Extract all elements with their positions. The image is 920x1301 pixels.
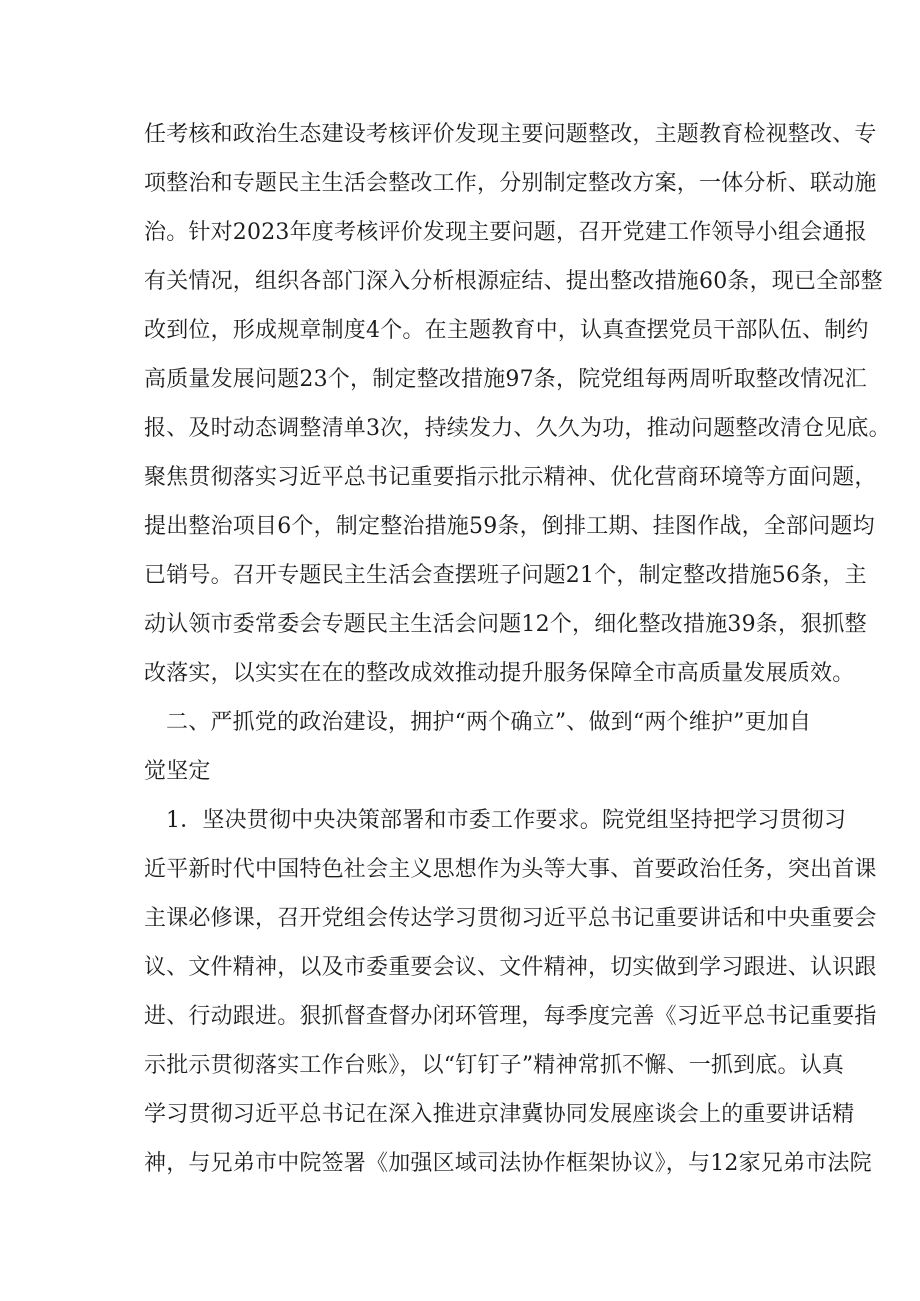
paragraph-line: 神，与兄弟市中院签署《加强区域司法协作框架协议》，与12家兄弟市法院	[144, 1151, 872, 1176]
paragraph-line: 任考核和政治生态建设考核评价发现主要问题整改，主题教育检视整改、专	[144, 122, 877, 147]
paragraph-line: 近平新时代中国特色社会主义思想作为头等大事、首要政治任务，突出首课	[144, 857, 877, 882]
paragraph-line: 提出整治项目6个，制定整治措施59条，倒排工期、挂图作战，全部问题均	[144, 514, 875, 539]
paragraph-line: 动认领市委常委会专题民主生活会问题12个，细化整改措施39条，狠抓整	[144, 612, 867, 637]
paragraph-line: 进、行动跟进。狠抓督查督办闭环管理，每季度完善《习近平总书记重要指	[144, 1004, 877, 1029]
paragraph-line: 报、及时动态调整清单3次，持续发力、久久为功，推动问题整改清仓见底。	[144, 416, 891, 441]
paragraph-line: 项整治和专题民主生活会整改工作，分别制定整改方案，一体分析、联动施	[144, 171, 877, 196]
paragraph-line: 改到位，形成规章制度4个。在主题教育中，认真查摆党员干部队伍、制约	[144, 318, 869, 343]
paragraph-line: 聚焦贯彻落实习近平总书记重要指示批示精神、优化营商环境等方面问题，	[144, 465, 877, 490]
paragraph-line: 示批示贯彻落实工作台账》，以“钉钉子”精神常抓不懈、一抓到底。认真	[144, 1053, 845, 1078]
paragraph-line: 改落实，以实实在在的整改成效推动提升服务保障全市高质量发展质效。	[144, 661, 855, 686]
paragraph-line: 已销号。召开专题民主生活会查摆班子问题21个，制定整改措施56条，主	[144, 563, 867, 588]
section-heading-line: 觉坚定	[144, 759, 211, 784]
paragraph-line: 学习贯彻习近平总书记在深入推进京津冀协同发展座谈会上的重要讲话精	[144, 1102, 855, 1127]
paragraph-line: 主课必修课，召开党组会传达学习贯彻习近平总书记重要讲话和中央重要会	[144, 906, 877, 931]
section-heading-line: 二、严抓党的政治建设，拥护“两个确立”、做到“两个维护”更加自	[166, 710, 812, 735]
paragraph-line: 议、文件精神，以及市委重要会议、文件精神，切实做到学习跟进、认识跟	[144, 955, 877, 980]
paragraph-line: 高质量发展问题23个，制定整改措施97条，院党组每两周听取整改情况汇	[144, 367, 867, 392]
paragraph-line: 有关情况，组织各部门深入分析根源症结、提出整改措施60条，现已全部整	[144, 269, 883, 294]
paragraph-line: 治。针对2023年度考核评价发现主要问题，召开党建工作领导小组会通报	[144, 220, 867, 245]
paragraph-line: 1．坚决贯彻中央决策部署和市委工作要求。院党组坚持把学习贯彻习	[166, 808, 847, 833]
